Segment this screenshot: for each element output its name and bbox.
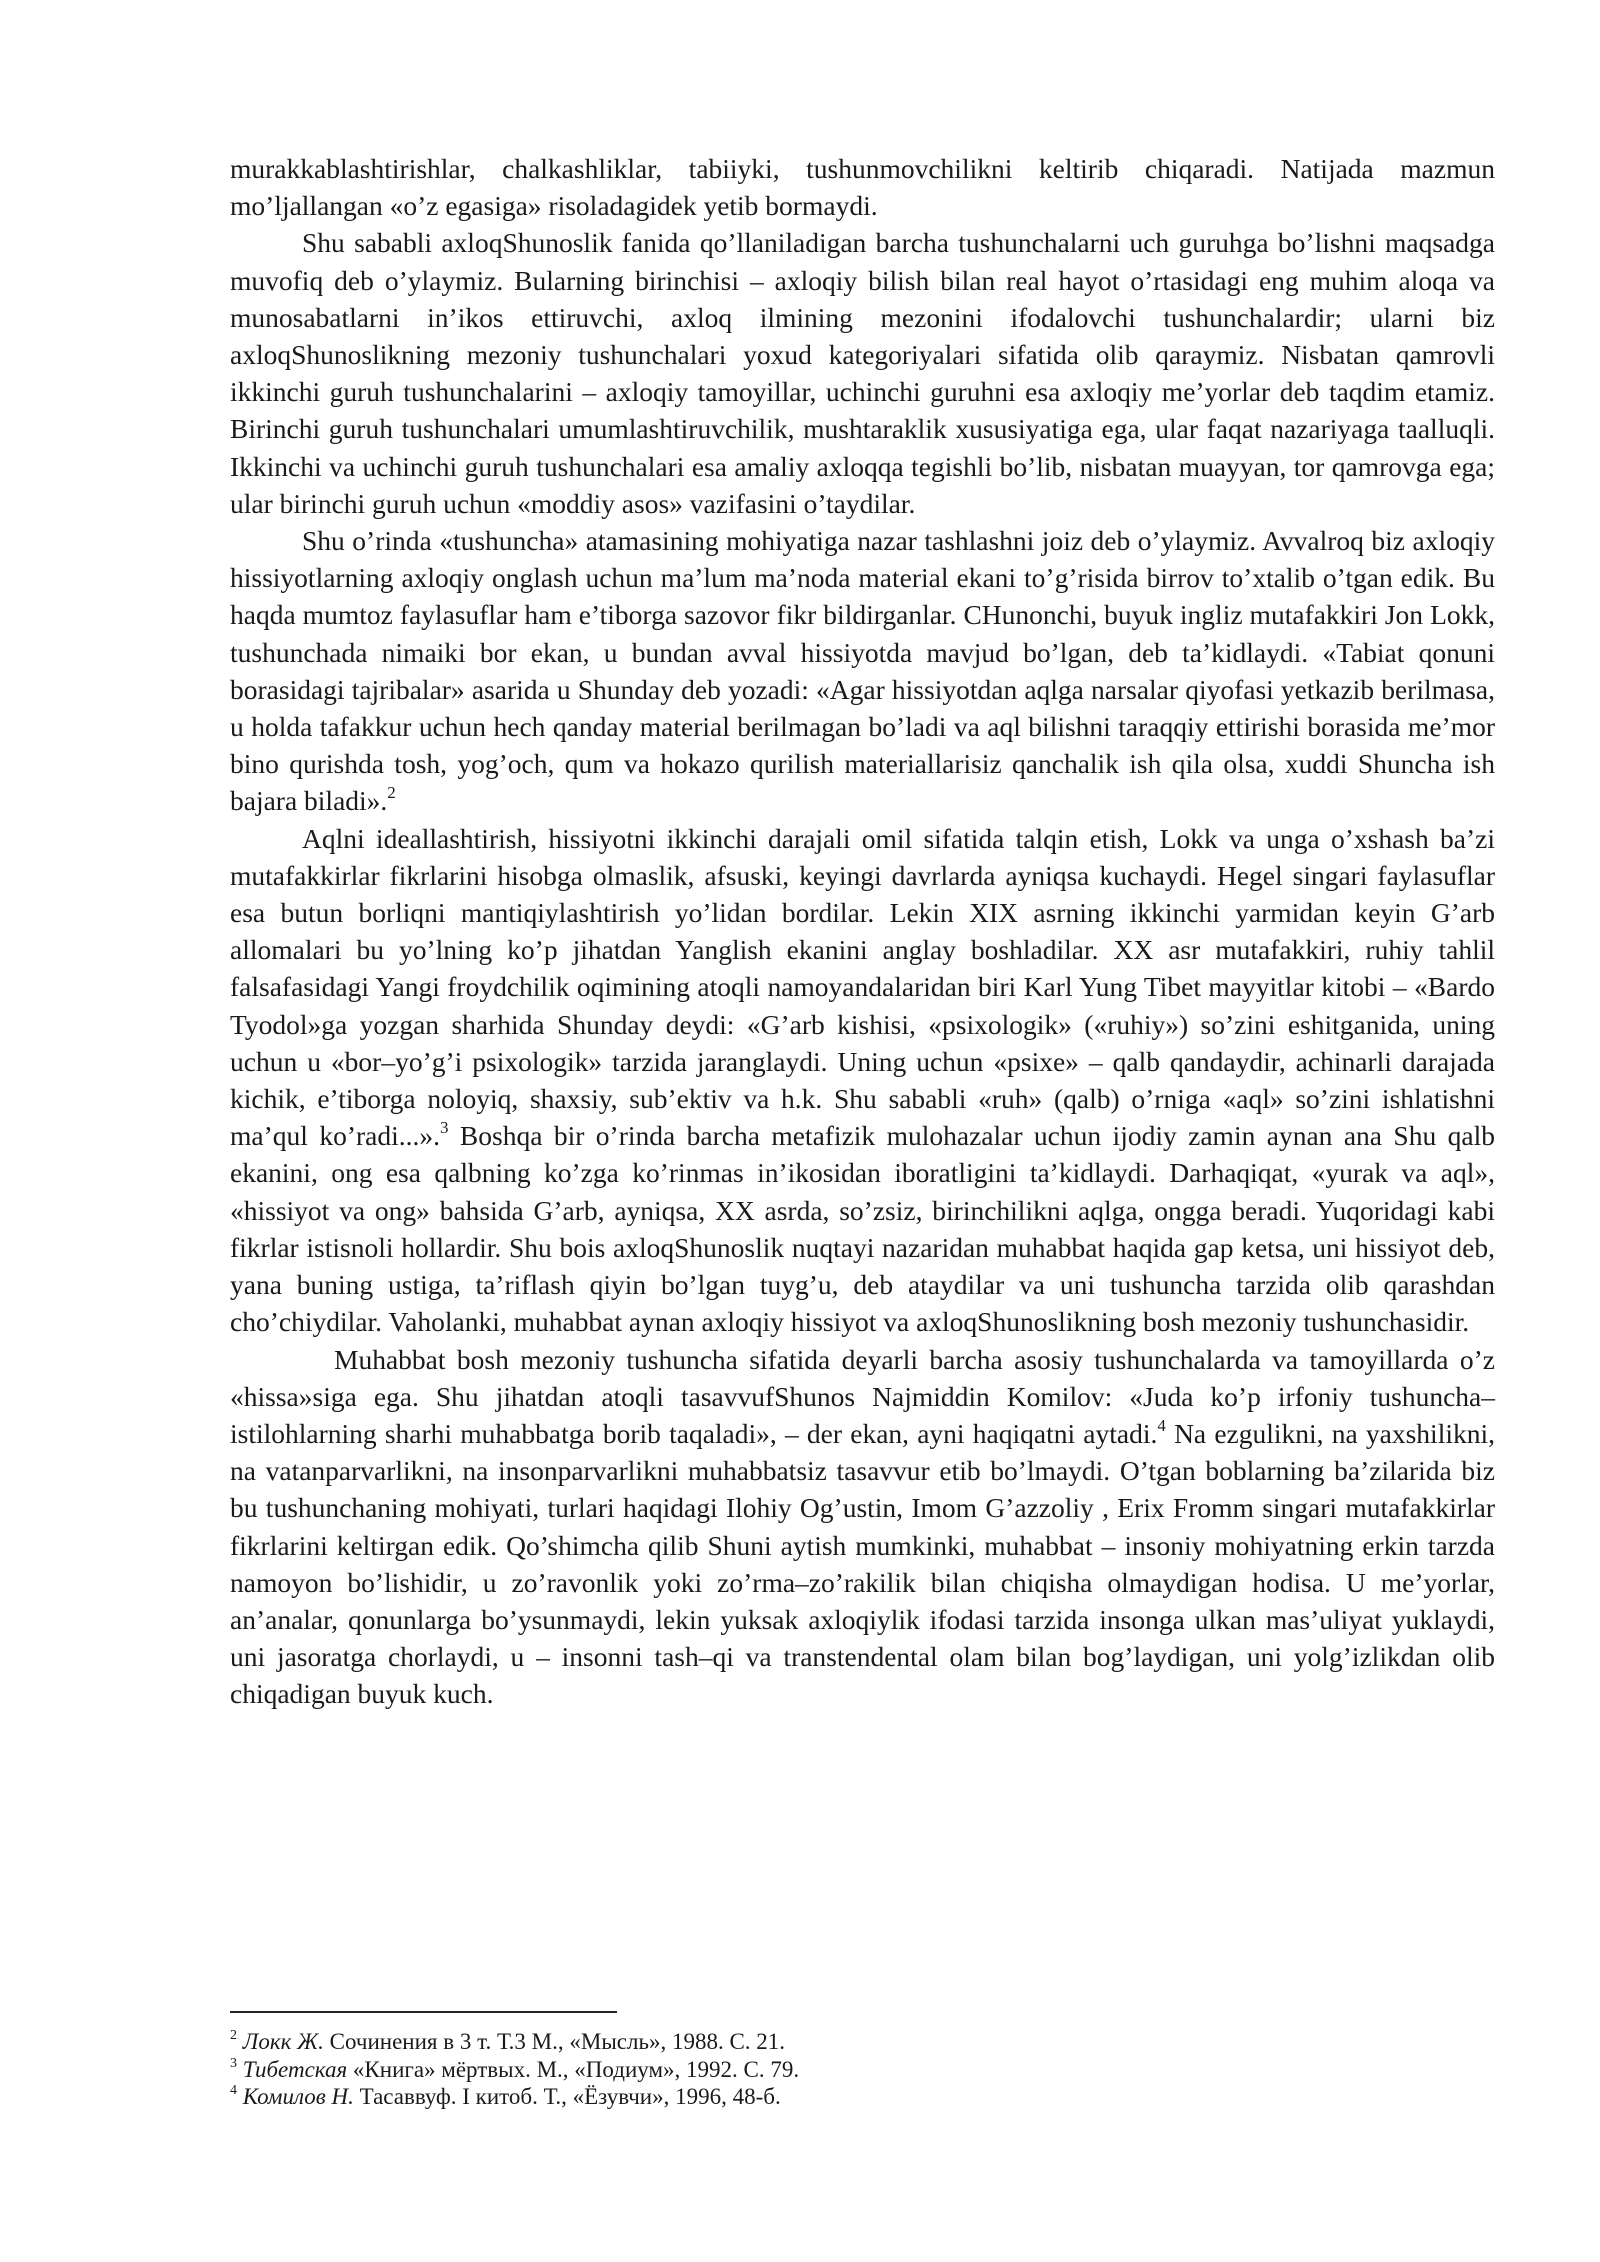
paragraph — [230, 224, 1495, 522]
paragraph-text: Muhabbat bosh mezoniy tushuncha sifatida deyarli barcha asosiy tushunchalarda va tamoyillarda o’z «hissa»siga ega. Shu jihatdan atoqli tasavvufShunos Najmiddin Komilov: «Juda ko’p irfoniy tushuncha–istilohlarning sharhi muhabbatga borib taqaladi», – der ekan, ayni haqiqatni aytadi. — [230, 1343, 1495, 1449]
paragraph-text: Shu sababli axloqShunoslik fanida qo’llaniladigan barcha tushunchalarni uch guruhga bo’lishni maqsadga muvofiq deb o’ylaymiz. Bularning birinchisi – axloqiy bilish bilan real hayot o’rtasidagi eng muhim aloqa va munosabatlarni in’ikos ettiruvchi, axloq ilmining mezonini ifodalovchi tushunchalardir; ularni biz axloqShunoslikning mezoniy tushunchalari yoxud kategoriyalari sifatida olib qaraymiz. Nisbatan qamrovli ikkinchi guruh tushunchalarini – axloqiy tamoyillar, uchinchi guruhni esa axloqiy me’yorlar deb taqdim etamiz. Birinchi guruh tushunchalari umumlashtiruvchilik, mushtaraklik xususiyatiga ega, ular faqat nazariyaga taalluqli. Ikkinchi va uchinchi guruh tushunchalari esa amaliy axloqqa tegishli bo’lib, nisbatan muayyan, tor qamrovga ega; ular birinchi guruh uchun «moddiy asos» vazifasini o’taydilar. — [230, 227, 1495, 519]
footnote — [230, 2056, 1495, 2084]
footnote-number: 3 — [230, 2055, 237, 2071]
footnote-text: «Книга» мёртвых. М., «Подиум», 1992. С. 79. — [347, 2056, 800, 2082]
footnote-ref: 4 — [1157, 1415, 1166, 1435]
paragraph-text: Aqlni ideallashtirish, hissiyotni ikkinchi darajali omil sifatida talqin etish, Lokk va unga o’xshash ba’zi mutafakkirlar fikrlarini hisobga olmaslik, afsuski, keyingi davrlarda ayniqsa kuchaydi. Hegel singari faylasuflar esa butun borliqni mantiqiylashtirish yo’lidan bordilar. Lekin XIX asrning ikkinchi yarmidan keyin G’arb allomalari bu yo’lning ko’p jihatdan Yanglish ekanini anglay boshladilar. XX asr mutafakkiri, ruhiy tahlil falsafasidagi Yangi froydchilik oqimining atoqli namoyandalaridan biri Karl Yung Tibet mayyitlar kitobi – «Bardo Tyodol»ga yozgan sharhida Shunday deydi: «G’arb kishisi, «psixologik» («ruhiy») so’zini eshitganida, uning uchun u «bor–yo’g’i psixologik» tarzida jaranglaydi. Uning uchun «psixe» – qalb qandaydir, achinarli darajada kichik, e’tiborga noloyiq, shaxsiy, sub’ektiv va h.k. Shu sababli «ruh» (qalb) o’rniga «aql» so’zini ishlatishni ma’qul ko’radi...». — [230, 822, 1495, 1152]
footnote — [230, 2083, 1495, 2111]
footnote-number: 2 — [230, 2028, 237, 2044]
footnote-text: Сочинения в 3 т. Т.3 М., «Мысль», 1988. С. 21. — [323, 2029, 786, 2054]
footnote-author: Локк Ж. — [242, 2029, 324, 2054]
paragraph-text: Shu o’rinda «tushuncha» atamasining mohiyatiga nazar tashlashni joiz deb o’ylaymiz. Avvalroq biz axloqiy hissiyotlarning axloqiy onglash uchun ma’lum ma’noda material ekani to’g’risida birrov to’xtalib o’tgan edik. Bu haqda mumtoz faylasuflar ham e’tiborga sazovor fikr bildirganlar. CHunonchi, buyuk ingliz mutafakkiri Jon Lokk, tushunchada nimaiki bor ekan, u bundan avval hissiyotda mavjud bo’lgan, deb ta’kidlaydi. «Tabiat qonuni borasidagi tajribalar» asarida u Shunday deb yozadi: «Agar hissiyotdan aqlga narsalar qiyofasi yetkazib berilmasa, u holda tafakkur uchun hech qanday material berilmagan bo’ladi va aql bilishni taraqqiy ettirishi borasida me’mor bino qurishda tosh, yog’och, qum va hokazo qurilish materiallarisiz qanchalik ish qila olsa, xuddi Shuncha ish bajara biladi». — [230, 525, 1495, 817]
footnote-ref: 3 — [439, 1118, 449, 1138]
footnote-author: Комилов Н. — [242, 2084, 354, 2109]
footnotes — [230, 2028, 1495, 2111]
paragraph-text: murakkablashtirishlar, chalkashliklar, tabiiyki, tushunmovchilikni keltirib chiqaradi. Natijada mazmun mo’ljallangan «o’z egasiga» risoladagidek yetib bormaydi. — [230, 153, 1495, 222]
paragraph-text: Boshqa bir o’rinda barcha metafizik mulohazalar uchun ijodiy zamin aynan ana Shu qalb ekanini, ong esa qalbning ko’zga ko’rinmas in’ikosidan iboratligini ta’kidlaydi. Darhaqiqat, «yurak va aql», «hissiyot va ong» bahsida G’arb, ayniqsa, XX asrda, so’zsiz, birinchilikni aqlga, ongga beradi. Yuqoridagi kabi fikrlar istisnoli hollardir. Shu bois axloqShunoslik nuqtayi nazaridan muhabbat haqida gap ketsa, uni hissiyot deb, yana buning ustiga, ta’riflash qiyin bo’lgan tuyg’u, deb ataydilar va uni tushuncha tarzida olib qarashdan cho’chiydilar. Vaholanki, muhabbat aynan axloqiy hissiyot va axloqShunoslikning bosh mezoniy tushunchasidir. — [230, 1120, 1495, 1338]
footnote-text: Тасаввуф. I китоб. Т., «Ёзувчи», 1996, 48-б. — [353, 2084, 781, 2109]
footnote — [230, 2028, 1495, 2056]
paragraph — [230, 522, 1495, 820]
paragraph — [230, 150, 1495, 224]
footnote-separator — [230, 2011, 617, 2013]
footnote-ref: 2 — [387, 783, 396, 803]
paragraph — [230, 1341, 1495, 1713]
paragraph — [230, 820, 1495, 1341]
footnote-author: Тибетская — [242, 2056, 348, 2082]
document-body — [230, 150, 1495, 1713]
paragraph-text: Na ezgulikni, na yaxshilikni, na vatanparvarlikni, na insonparvarlikni muhabbatsiz tasavvur etib bo’lmaydi. O’tgan boblarning ba’zilarida biz bu tushunchaning mohiyati, turlari haqidagi Ilohiy Og’ustin, Imom G’azzoliy , Erix Fromm singari mutafakkirlar fikrlarini keltirgan edik. Qo’shimcha qilib Shuni aytish mumkinki, muhabbat – insoniy mohiyatning erkin tarzda namoyon bo’lishidir, u zo’ravonlik yoki zo’rma–zo’rakilik bilan chiqisha olmaydigan hodisa. U me’yorlar, an’analar, qonunlarga bo’ysunmaydi, lekin yuksak axloqiylik ifodasi tarzida insonga ulkan mas’uliyat yuklaydi, uni jasoratga chorlaydi, u – insonni tash–qi va transtendental olam bilan bog’laydigan, uni yolg’izlikdan olib chiqadigan buyuk kuch. — [230, 1417, 1495, 1710]
footnote-number: 4 — [230, 2083, 237, 2099]
